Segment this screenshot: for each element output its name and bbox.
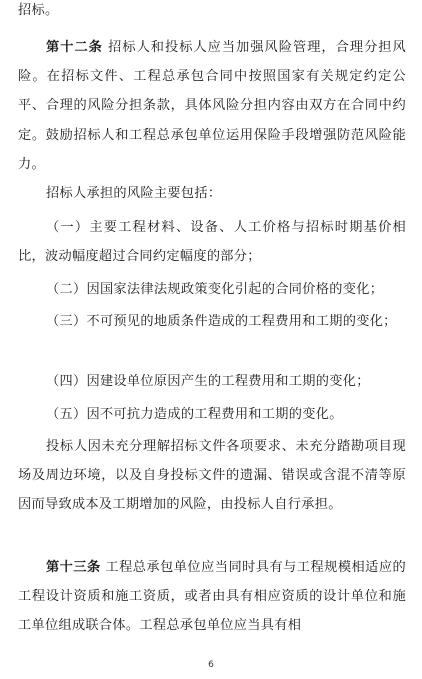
risk-item-2 [18,275,406,304]
article-12-paragraph [18,33,406,179]
bidder-risk-paragraph [18,432,406,520]
paragraph-text: 招标。 [18,3,59,18]
article-13-paragraph [18,553,406,641]
risk-intro-paragraph [18,179,406,208]
risk-item-1 [18,213,406,271]
risk-item-5 [18,400,406,429]
article-13-heading: 第十三条 [46,560,101,575]
risk-intro-text: 招标人承担的风险主要包括： [46,186,222,201]
risk-item-3 [18,307,406,336]
risk-item-2-text: （二）因国家法律法规政策变化引起的合同价格的变化； [46,282,384,297]
page-number: 6 [208,660,214,670]
bidder-risk-text: 投标人因未充分理解招标文件各项要求、未充分踏勘项目现场及周边环境，以及自身投标文件的遗漏、错误或含混不清等原因而导致成本及工期增加的风险，由投标人自行承担。 [18,439,406,513]
article-12-text: 招标人和投标人应当加强风险管理，合理分担风险。在招标文件、工程总承包合同中按照国家有关规定约定公平、合理的风险分担条款，具体风险分担内容由双方在合同中约定。鼓励招标人和工程总承包单位运用保险手段增强防范风险能力。 [18,40,406,172]
risk-item-3-text: （三）不可预见的地质条件造成的工程费用和工期的变化； [46,314,397,329]
paragraph-continuation [18,0,406,25]
risk-item-5-text: （五）因不可抗力造成的工程费用和工期的变化。 [46,407,343,422]
risk-item-4 [18,367,406,396]
article-12-heading: 第十二条 [46,40,103,55]
article-13-text: 工程总承包单位应当同时具有与工程规模相适应的工程设计资质和施工资质，或者由具有相应资质的设计单位和施工单位组成联合体。工程总承包单位应当具有相 [18,560,407,634]
risk-item-4-text: （四）因建设单位原因产生的工程费用和工期的变化； [46,374,370,389]
risk-item-1-text: （一）主要工程材料、设备、人工价格与招标时期基价相比，波动幅度超过合同约定幅度的部分； [18,220,406,265]
